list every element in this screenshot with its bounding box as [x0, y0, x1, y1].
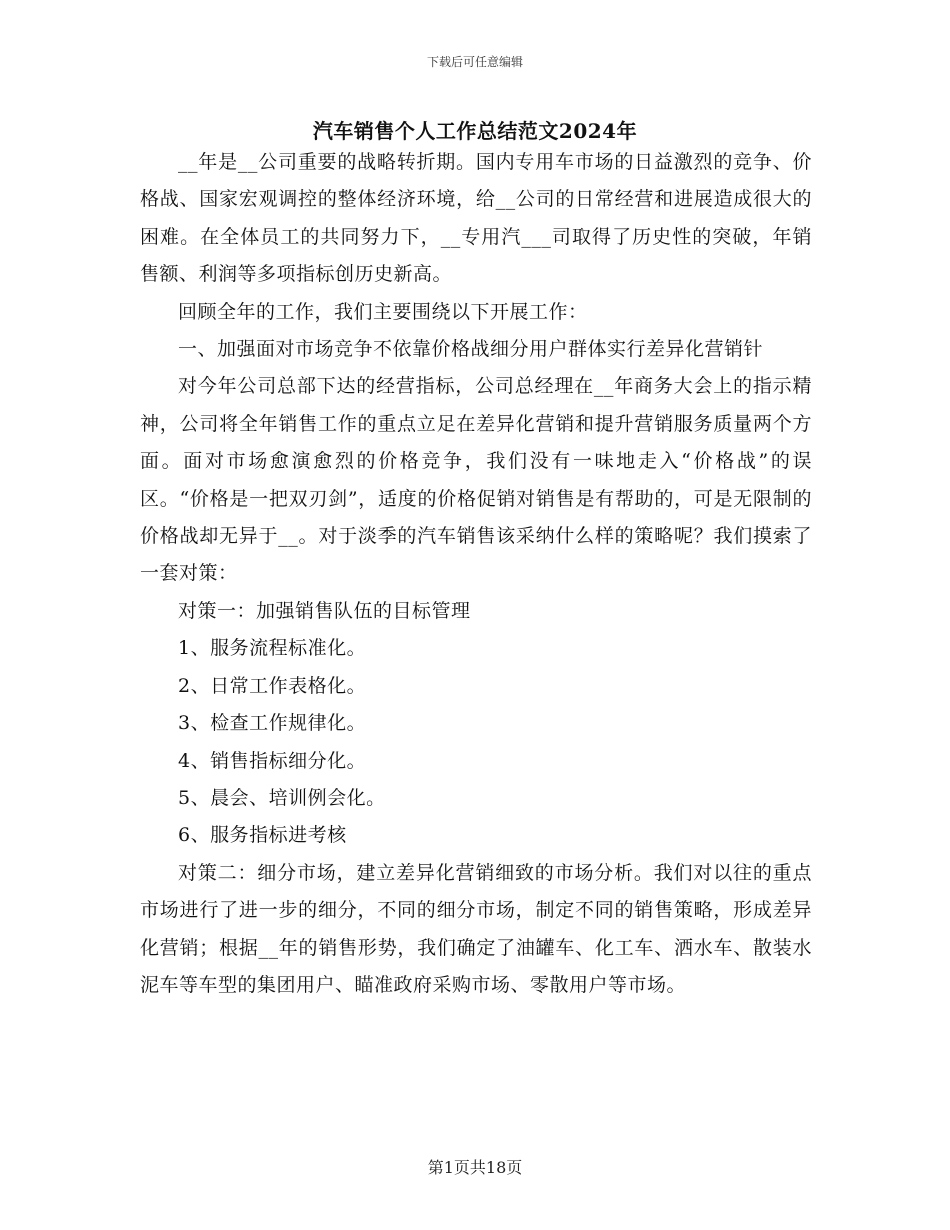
header-note: 下载后可任意编辑: [426, 55, 523, 69]
list-item: 2、日常工作表格化。: [178, 674, 367, 697]
page-number-footer: 第1页共18页: [427, 1158, 523, 1177]
document-body: [140, 144, 812, 1004]
paragraph-intro: __年是__公司重要的战略转折期。国内专用车市场的日益激烈的竞争、价格战、国家宏观调控的整体经济环境，给__公司的日常经营和进展造成很大的困难。在全体员工的共同努力下，__专用汽___司取得了历史性的突破，年销售额、利润等多项指标创历史新高。: [140, 151, 812, 286]
document-title: 汽车销售个人工作总结范文2024年: [312, 119, 638, 143]
list-item: 4、销售指标细分化。: [178, 749, 367, 772]
section-heading-1: 一、加强面对市场竞争不依靠价格战细分用户群体实行差异化营销针: [178, 338, 764, 361]
list-item: 6、服务指标进考核: [178, 824, 347, 847]
list-item: 1、服务流程标准化。: [178, 637, 367, 660]
paragraph-strategy: 对今年公司总部下达的经营指标，公司总经理在__年商务大会上的指示精神，公司将全年销售工作的重点立足在差异化营销和提升营销服务质量两个方面。面对市场愈演愈烈的价格竞争，我们没有一味地走入“价格战”的误区。“价格是一把双刃剑”，适度的价格促销对销售是有帮助的，可是无限制的价格战却无异于__。对于淡季的汽车销售该采纳什么样的策略呢？我们摸索了一套对策：: [140, 375, 812, 585]
list-item: 3、检查工作规律化。: [178, 712, 367, 735]
list-item: 5、晨会、培训例会化。: [178, 786, 386, 809]
paragraph-strategy-two: 对策二：细分市场，建立差异化营销细致的市场分析。我们对以往的重点市场进行了进一步的细分，不同的细分市场，制定不同的销售策略，形成差异化营销；根据__年的销售形势，我们确定了油罐车、化工车、洒水车、散装水泥车等车型的集团用户、瞄准政府采购市场、零散用户等市场。: [140, 861, 812, 996]
strategy-one-heading: 对策一：加强销售队伍的目标管理: [178, 599, 471, 622]
paragraph-review: 回顾全年的工作，我们主要围绕以下开展工作：: [178, 300, 588, 323]
